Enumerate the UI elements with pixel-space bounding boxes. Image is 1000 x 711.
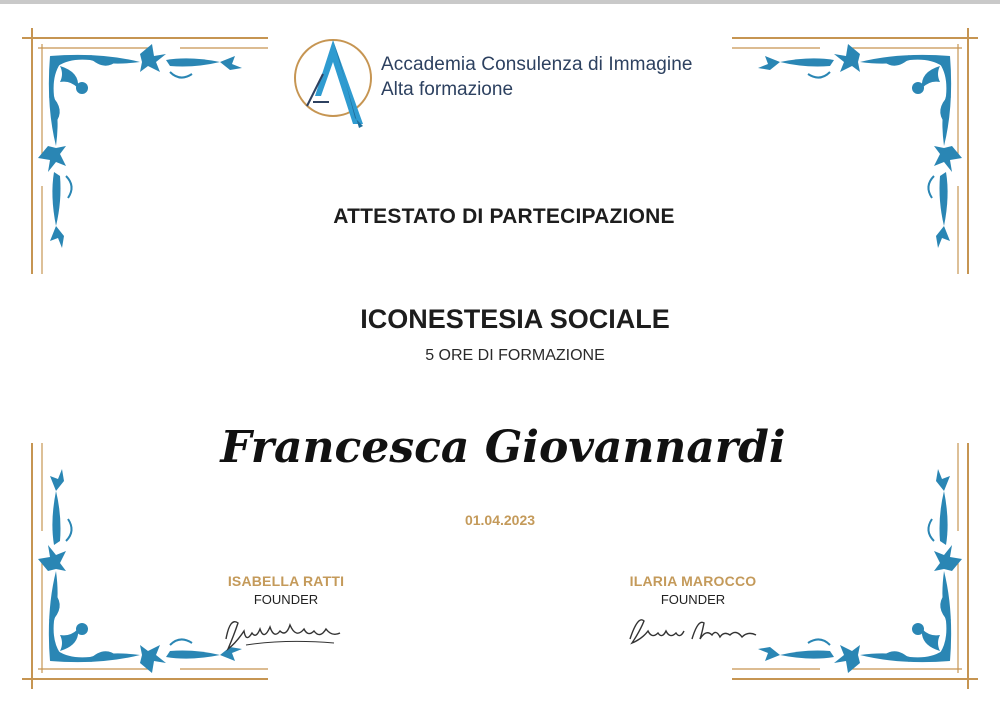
corner-ornament-icon xyxy=(20,26,270,276)
recipient-name: Francesca Giovannardi xyxy=(220,422,786,473)
course-name: ICONESTESIA SOCIALE xyxy=(360,304,670,334)
corner-ornament-icon xyxy=(730,441,980,691)
signatory-role: FOUNDER xyxy=(660,592,726,607)
signatory-1 xyxy=(176,573,396,653)
logo-subtitle: Alta formazione xyxy=(381,79,514,100)
signatory-name: ILARIA MAROCCO xyxy=(629,573,757,589)
signature-icon xyxy=(618,609,768,649)
signature-icon xyxy=(216,609,356,653)
signatory-name: ISABELLA RATTI xyxy=(227,573,345,589)
signatory-role: FOUNDER xyxy=(253,592,319,607)
certificate-title: ATTESTATO DI PARTECIPAZIONE xyxy=(333,205,675,228)
certificate-date: 01.04.2023 xyxy=(464,512,536,528)
course-hours: 5 ORE DI FORMAZIONE xyxy=(425,347,605,364)
certificate xyxy=(0,4,1000,711)
corner-ornament-icon xyxy=(730,26,980,276)
signatory-2 xyxy=(583,573,803,649)
logo-name: Accademia Consulenza di Immagine xyxy=(381,54,693,75)
academy-logo xyxy=(293,34,753,134)
academy-logo-icon xyxy=(293,34,379,130)
corner-ornament-icon xyxy=(20,441,270,691)
